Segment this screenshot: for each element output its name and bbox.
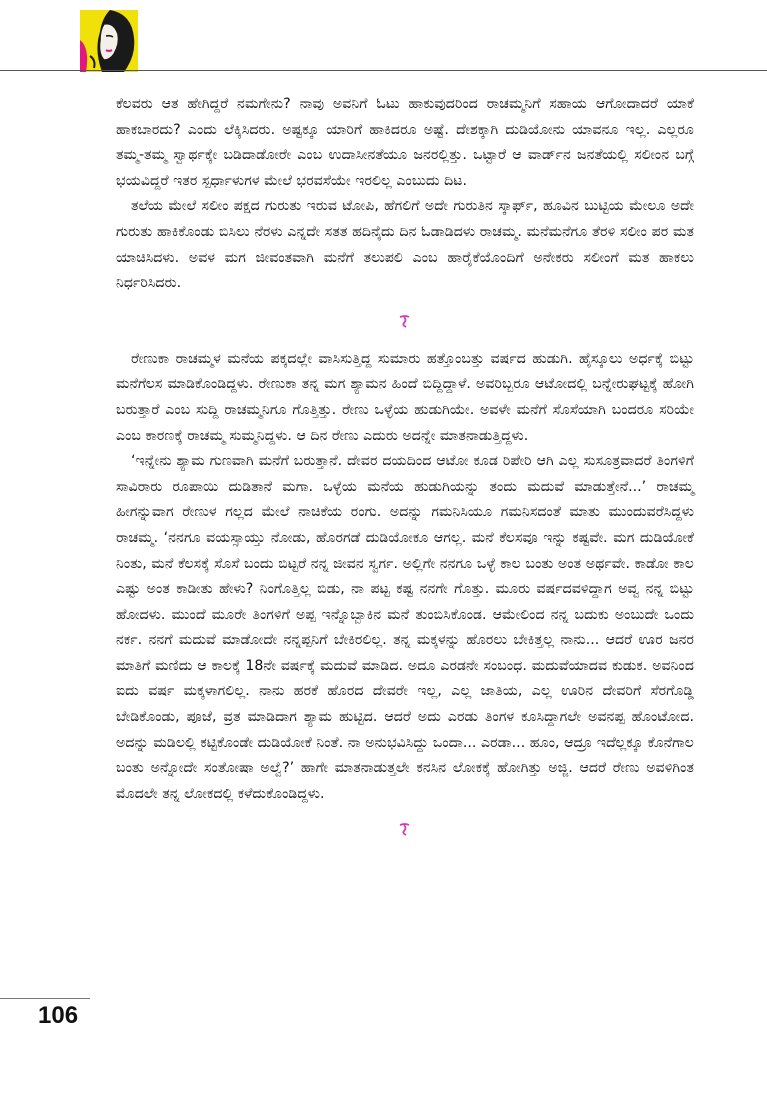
paragraph: ರೇಣುಕಾ ರಾಚಮ್ಮಳ ಮನೆಯ ಪಕ್ಕದಲ್ಲೇ ವಾಸಿಸುತ್ತಿದ್ದ ಸುಮಾರು ಹತ್ತೊಂಬತ್ತು ವರ್ಷದ ಹುಡುಗಿ. ಹೈಸ್ಕೂಲು ಅರ್ಧಕ್ಕೆ ಬಿಟ್ಟು ಮನೆಗೆಲಸ ಮಾಡಿಕೊಂಡಿದ್ದಳು. ರೇಣುಕಾ ತನ್ನ ಮಗ ಶ್ಯಾಮನ ಹಿಂದೆ ಬಿದ್ದಿದ್ದಾಳೆ. ಅವರಿಬ್ಬರೂ ಆಟೋದಲ್ಲಿ ಬನ್ನೇರುಘಟ್ಟಕ್ಕೆ ಹೋಗಿ ಬರುತ್ತಾರೆ ಎಂಬ ಸುದ್ದಿ ರಾಚಮ್ಮನಿಗೂ ಗೊತ್ತಿತ್ತು. ರೇಣು ಒಳ್ಳೆಯ ಹುಡುಗಿಯೇ. ಅವಳೇ ಮನೆಗೆ ಸೊಸೆಯಾಗಿ ಬಂದರೂ ಸರಿಯೇ ಎಂಬ ಕಾರಣಕ್ಕೆ ರಾಚಮ್ಮ ಸುಮ್ಮನಿದ್ದಳು. ಆ ದಿನ ರೇಣು ಎದುರು ಅದನ್ನೇ ಮಾತನಾಡುತ್ತಿದ್ದಳು. <box>116 350 694 444</box>
paragraph: ಕೆಲವರು ಆತ ಹೇಗಿದ್ದರೆ ನಮಗೇನು? ನಾವು ಅವನಿಗೆ ಓಟು ಹಾಕುವುದರಿಂದ ರಾಚಮ್ಮನಿಗೆ ಸಹಾಯ ಆಗೋದಾದರೆ ಯಾಕೆ ಹಾಕಬಾರದು? ಎಂದು ಲೆಕ್ಕಿಸಿದರು. ಅಷ್ಟಕ್ಕೂ ಯಾರಿಗೆ ಹಾಕಿದರೂ ಅಷ್ಟೆ. ದೇಶಕ್ಕಾಗಿ ದುಡಿಯೋನು ಯಾವನೂ ಇಲ್ಲ. ಎಲ್ಲರೂ ತಮ್ಮ-ತಮ್ಮ ಸ್ವಾರ್ಥಕ್ಕೇ ಬಡಿದಾಡೋರೇ ಎಂಬ ಉದಾಸೀನತೆಯೂ ಜನರಲ್ಲಿತ್ತು. ಒಟ್ಟಾರೆ ಆ ವಾರ್ಡ್‌ನ ಜನತೆಯಲ್ಲಿ ಸಲೀಂನ ಬಗ್ಗೆ ಭಯವಿದ್ದರೆ ಇತರ ಸ್ಪರ್ಧಾಳುಗಳ ಮೇಲೆ ಭರವಸೆಯೇ ಇರಲಿಲ್ಲ ಎಂಬುದು ದಿಟ. <box>116 96 694 189</box>
chapter-body <box>116 92 694 853</box>
section-ornament-icon <box>398 314 412 330</box>
woman-profile-logo-icon <box>80 10 138 72</box>
page-number: 106 <box>38 1002 79 1029</box>
section-divider <box>116 297 694 347</box>
section-divider <box>116 807 694 853</box>
paragraph: ತಲೆಯ ಮೇಲೆ ಸಲೀಂ ಪಕ್ಷದ ಗುರುತು ಇರುವ ಟೋಪಿ, ಹೆಗಲಿಗೆ ಅದೇ ಗುರುತಿನ ಸ್ಕಾರ್ಫ್, ಹೂವಿನ ಬುಟ್ಟಿಯ ಮೇಲೂ ಅದೇ ಗುರುತು ಹಾಕಿಕೊಂಡು ಬಿಸಿಲು ನೆರಳು ಎನ್ನದೇ ಸತತ ಹದಿನೈದು ದಿನ ಓಡಾಡಿದಳು ರಾಚಮ್ಮ. ಮನೆಮನೆಗೂ ತೆರಳಿ ಸಲೀಂ ಪರ ಮತ ಯಾಚಿಸಿದಳು. ಅವಳ ಮಗ ಜೀವಂತವಾಗಿ ಮನೆಗೆ ತಲುಪಲಿ ಎಂಬ ಹಾರೈಕೆಯೊಂದಿಗೆ ಅನೇಕರು ಸಲೀಂಗೆ ಮತ ಹಾಕಲು ನಿರ್ಧರಿಸಿದರು. <box>116 198 694 292</box>
paragraph: ‘ಇನ್ನೇನು ಶ್ಯಾಮ ಗುಣವಾಗಿ ಮನೆಗೆ ಬರುತ್ತಾನೆ. ದೇವರ ದಯದಿಂದ ಆಟೋ ಕೂಡ ರಿಪೇರಿ ಆಗಿ ಎಲ್ಲ ಸುಸೂತ್ರವಾದರೆ ತಿಂಗಳಿಗೆ ಸಾವಿರಾರು ರೂಪಾಯಿ ದುಡಿತಾನೆ ಮಗಾ. ಒಳ್ಳೆಯ ಮನೆಯ ಹುಡುಗಿಯನ್ನು ತಂದು ಮದುವೆ ಮಾಡುತ್ತೇನೆ...’ ರಾಚಮ್ಮ ಹೀಗನ್ನುವಾಗ ರೇಣುಳ ಗಲ್ಲದ ಮೇಲೆ ನಾಚಿಕೆಯ ರಂಗು. ಅದನ್ನು ಗಮನಿಸಿಯೂ ಗಮನಿಸದಂತೆ ಮಾತು ಮುಂದುವರೆಸಿದ್ದಳು ರಾಚಮ್ಮ. ‘ನನಗೂ ವಯಸ್ಸಾಯ್ತು ನೋಡು, ಹೊರಗಡೆ ದುಡಿಯೋಕೂ ಆಗಲ್ಲ. ಮನೆ ಕೆಲಸವೂ ಇನ್ನು ಕಷ್ಟವೇ. ಮಗ ದುಡಿಯೋಕೆ ನಿಂತು, ಮನೆ ಕೆಲಸಕ್ಕೆ ಸೊಸೆ ಬಂದು ಬಿಟ್ಟರೆ ನನ್ನ ಜೀವನ ಸ್ವರ್ಗ. ಅಲ್ಲಿಗೇ ನನಗೂ ಒಳ್ಳೆ ಕಾಲ ಬಂತು ಅಂತ ಅರ್ಥವೇ. ಕಾಡೋ ಕಾಲ ಎಷ್ಟು ಅಂತ ಕಾಡೀತು ಹೇಳು? ನಿಂಗೊತ್ತಿಲ್ಲ ಬಿಡು, ನಾ ಪಟ್ಟ ಕಷ್ಟ ನನಗೇ ಗೊತ್ತು. ಮೂರು ವರ್ಷದವಳಿದ್ದಾಗ ಅವ್ವ ನನ್ನ ಬಿಟ್ಟು ಹೋದಳು. ಮುಂದೆ ಮೂರೇ ತಿಂಗಳಿಗೆ ಅಪ್ಪ ಇನ್ನೊಬ್ಬಾಕಿನ ಮನೆ ತುಂಬಿಸಿಕೊಂಡ. ಆಮೇಲಿಂದ ನನ್ನ ಬದುಕು ಅಂಬುದೇ ಒಂದು ನರ್ಕ. ನನಗೆ ಮದುವೆ ಮಾಡೋದೇ ನನ್ನಪ್ಪನಿಗೆ ಬೇಕಿರಲಿಲ್ಲ. ತನ್ನ ಮಕ್ಕಳನ್ನು ಹೊರಲು ಬೇಕಿತ್ತಲ್ಲ ನಾನು... ಆದರೆ ಊರ ಜನರ ಮಾತಿಗೆ ಮಣಿದು ಆ ಕಾಲಕ್ಕೆ 18ನೇ ವರ್ಷಕ್ಕೆ ಮದುವೆ ಮಾಡಿದ. ಅದೂ ಎರಡನೇ ಸಂಬಂಧ. ಮದುವೆಯಾದವ ಕುಡುಕ. ಅವನಿಂದ ಐದು ವರ್ಷ ಮಕ್ಕಳಾಗಲಿಲ್ಲ. ನಾನು ಹರಕೆ ಹೊರದ ದೇವರೇ ಇಲ್ಲ, ಎಲ್ಲ ಜಾತಿಯ, ಎಲ್ಲ ಊರಿನ ದೇವರಿಗೆ ಸೆರಗೊಡ್ಡಿ ಬೇಡಿಕೊಂಡು, ಪೂಜೆ, ವ್ರತ ಮಾಡಿದಾಗ ಶ್ಯಾಮ ಹುಟ್ಟಿದ. ಆದರೆ ಅದು ಎರಡು ತಿಂಗಳ ಕೂಸಿದ್ದಾಗಲೇ ಅವನಪ್ಪ ಹೊಂಟೋದ. ಅದನ್ನು ಮಡಿಲಲ್ಲಿ ಕಟ್ಟಿಕೊಂಡೇ ದುಡಿಯೋಕೆ ನಿಂತೆ. ನಾ ಅನುಭವಿಸಿದ್ದು ಒಂದಾ... ಎರಡಾ... ಹೂಂ, ಆದ್ರೂ ಇದೆಲ್ಲಕ್ಕೂ ಕೊನೆಗಾಲ ಬಂತು ಅನ್ನೋದೇ ಸಂತೋಷಾ ಅಲ್ವೆ?’ ಹಾಗೇ ಮಾತನಾಡುತ್ತಲೇ ಕನಸಿನ ಲೋಕಕ್ಕೆ ಹೋಗಿತ್ತು ಅಜ್ಜಿ. ಆದರೆ ರೇಣು ಅವಳಿಗಿಂತ ಮೊದಲೇ ತನ್ನ ಲೋಕದಲ್ಲಿ ಕಳೆದುಕೊಂಡಿದ್ದಳು. <box>116 453 694 802</box>
header-rule <box>0 70 767 71</box>
footer-rule <box>0 998 90 999</box>
section-ornament-icon <box>398 822 412 838</box>
